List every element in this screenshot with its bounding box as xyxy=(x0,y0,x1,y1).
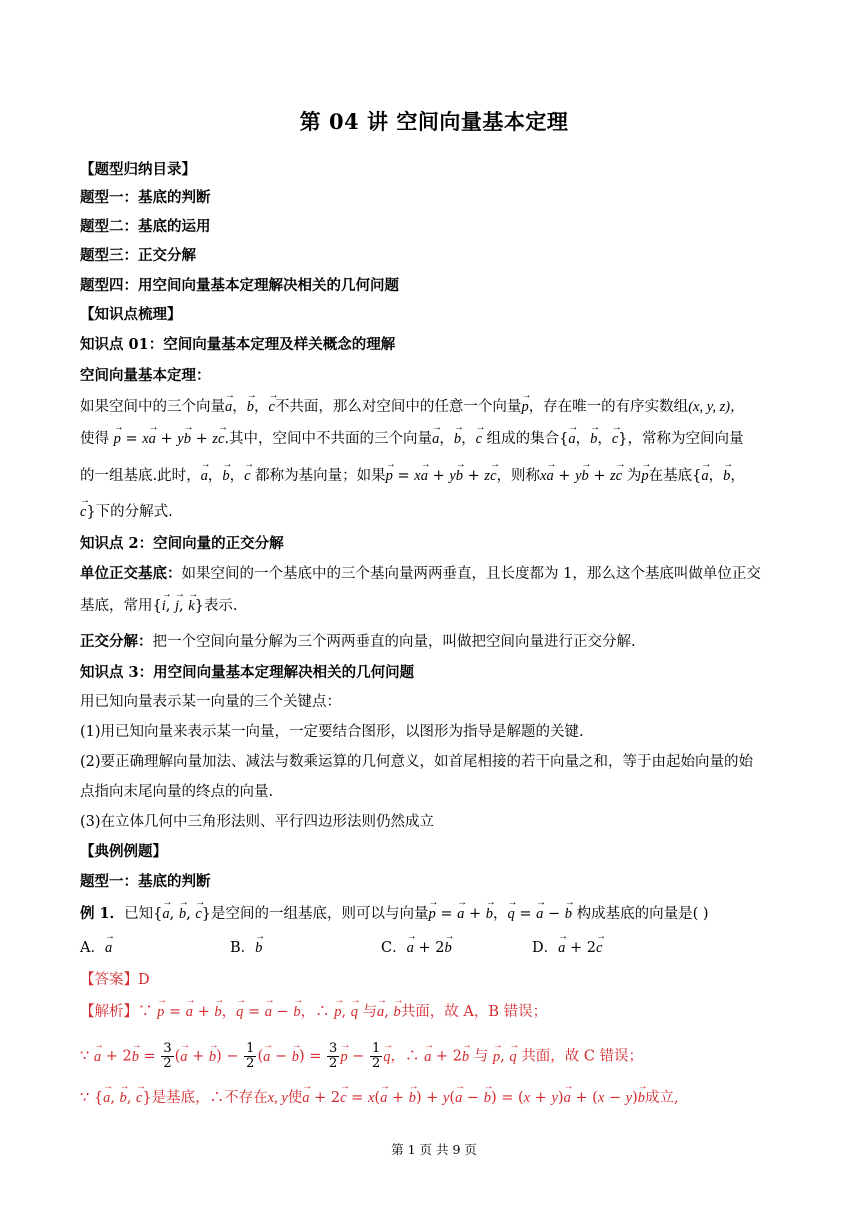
option-a: A．→ a xyxy=(80,938,112,958)
catalog-item: 题型二：基底的运用 xyxy=(80,218,211,235)
k1-paragraph-line: 使得 → p = x→ a + y→ b + z→ c.其中，空间中不共面的三个向量→ a，→ b，→ c 组成的集合{→ a，→ b，→ c}，常称为空间向量 xyxy=(80,429,744,449)
catalog-item: 题型四：用空间向量基本定理解决相关的几何问题 xyxy=(80,277,399,294)
page-footer: 第 1 页 共 9 页 xyxy=(391,1142,477,1157)
examples-header: 【典例例题】 xyxy=(80,843,167,860)
k2-unit-line: 单位正交基底：如果空间的一个基底中的三个基向量两两垂直，且长度都为 1，那么这个基底叫做单位正交 xyxy=(80,565,761,582)
analysis-line: ∵ → a + 2→ b = $\frac{3}{2}$ (→ a + → b) − $\frac{1}{2}$ (→ a − → b) = $\frac{3}{2}$ → p − $\frac{1}{2}$ → q，∴ → a + 2→ b 与 → p, → q 共面，故 C 错误； xyxy=(80,1042,643,1071)
k2-unit-line: 基底，常用{→ i, → j, → k}表示. xyxy=(80,596,238,616)
catalog-header: 【题型归纳目录】 xyxy=(80,161,196,178)
option-c: C．→ a + 2→ b xyxy=(381,938,452,958)
k3-title: 知识点 3：用空间向量基本定理解决相关的几何问题 xyxy=(80,664,415,681)
k1-subtitle: 空间向量基本定理： xyxy=(80,367,211,384)
option-d: D．→ a + 2→ c xyxy=(532,938,602,958)
analysis-line: 【解析】∵ → p = → a + → b，→ q = → a − → b，∴ → p, → q 与→ a, → b共面，故 A，B 错误； xyxy=(80,1002,547,1022)
example-1-question: 例 1．已知{→ a, → b, → c}是空间的一组基底，则可以与向量→ p = → a + → b，→ q = → a − → b 构成基底的向量是( ) xyxy=(80,904,709,924)
k2-orth-line: 正交分解：把一个空间向量分解为三个两两垂直的向量，叫做把空间向量进行正交分解. xyxy=(80,633,636,650)
k1-paragraph-line: 如果空间中的三个向量→ a，→ b，→ c不共面，那么对空间中的任意一个向量→ p，存在唯一的有序实数组(x, y, z)， xyxy=(80,397,745,417)
k3-point: 点指向末尾向量的终点的向量. xyxy=(80,784,274,800)
analysis-line: ∵ {→ a, → b, → c}是基底，∴不存在x, y使→ a + 2→ c = x(→ a + → b) + y(→ a − → b) = (x + y)→ a + (x − y)→ b成立, xyxy=(80,1088,679,1108)
k1-title: 知识点 01：空间向量基本定理及样关概念的理解 xyxy=(80,336,396,353)
k3-point: (1)用已知向量来表示某一向量，一定要结合图形，以图形为指导是解题的关键. xyxy=(80,724,584,740)
k1-paragraph-line: → c}下的分解式. xyxy=(80,502,173,522)
k3-intro: 用已知向量表示某一向量的三个关键点： xyxy=(80,694,341,710)
catalog-item: 题型三：正交分解 xyxy=(80,247,196,264)
answer-line: 【答案】D xyxy=(80,972,150,988)
knowledge-header: 【知识点梳理】 xyxy=(80,306,182,323)
k2-title: 知识点 2：空间向量的正交分解 xyxy=(80,535,284,552)
k1-paragraph-line: 的一组基底.此时，→ a，→ b，→ c 都称为基向量；如果→ p = x→ a + y→ b + z→ c，则称x→ a + y→ b + z→ c 为→ p在基底{→ a，→ b， xyxy=(80,466,745,486)
k3-point: (2)要正确理解向量加法、减法与数乘运算的几何意义，如首尾相接的若干向量之和，等于由起始向量的始 xyxy=(80,754,754,770)
type1-title: 题型一：基底的判断 xyxy=(80,873,211,890)
option-b: B．→ b xyxy=(230,938,262,958)
page-title: 第 04 讲 空间向量基本定理 xyxy=(299,109,569,134)
k3-point: (3)在立体几何中三角形法则、平行四边形法则仍然成立 xyxy=(80,814,435,830)
catalog-item: 题型一：基底的判断 xyxy=(80,189,211,206)
